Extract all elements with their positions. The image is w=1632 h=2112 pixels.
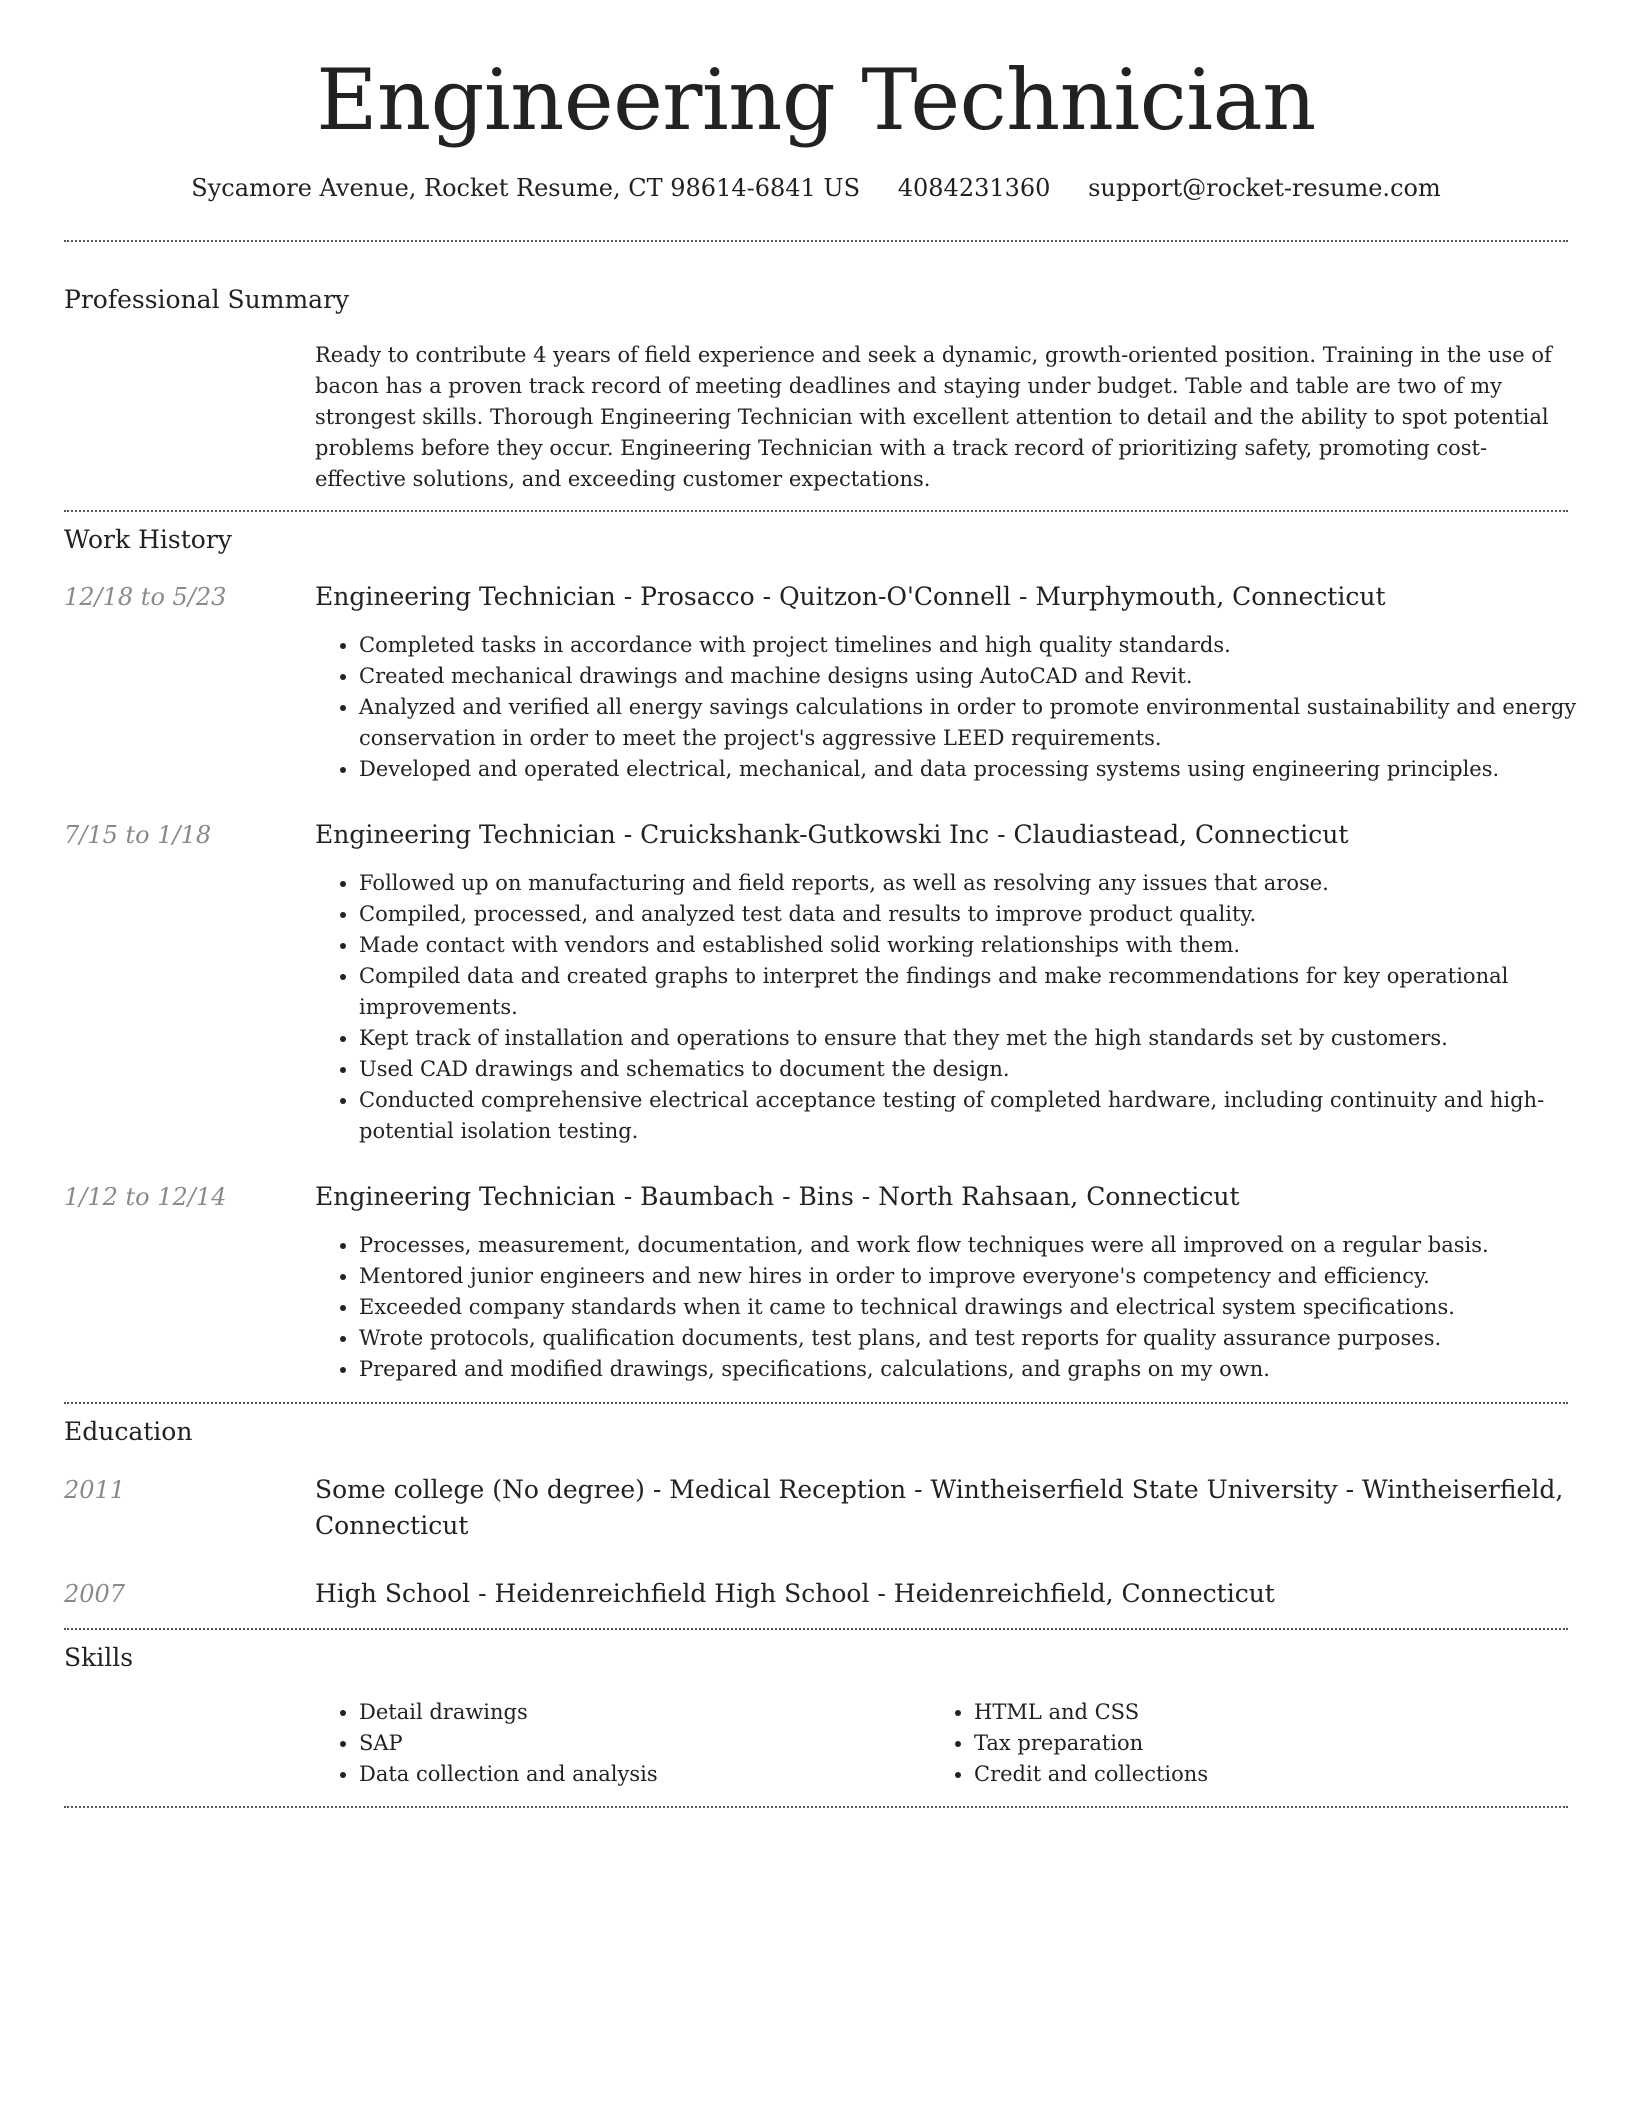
job-bullet: • Used CAD drawings and schematics to document the design.	[359, 1054, 1584, 1085]
contact-phone: 4084231360	[897, 174, 1051, 202]
summary-section-title: Professional Summary	[64, 285, 350, 314]
work-history-section-title: Work History	[64, 525, 232, 554]
job-bullet: • Analyzed and verified all energy savings calculations in order to promote environmental sustainability and energy conservation in order to meet the project's aggressive LEED requirements.	[359, 692, 1584, 754]
job-bullet: • Created mechanical drawings and machine designs using AutoCAD and Revit.	[359, 661, 1584, 692]
job-bullet: • Conducted comprehensive electrical acceptance testing of completed hardware, including continuity and high-potential isolation testing.	[359, 1085, 1584, 1147]
resume-name: Engineering Technician	[316, 51, 1316, 149]
skills-section-title: Skills	[64, 1643, 134, 1672]
job-bullet: • Kept track of installation and operations to ensure that they met the high standards set by customers.	[359, 1023, 1584, 1054]
job-bullet: • Completed tasks in accordance with project timelines and high quality standards.	[359, 630, 1584, 661]
job-heading: Engineering Technician - Cruickshank-Gutkowski Inc - Claudiastead, Connecticut	[315, 820, 1349, 849]
skill-item: • HTML and CSS	[974, 1697, 1534, 1728]
job-bullet: • Wrote protocols, qualification documents, test plans, and test reports for quality assurance purposes.	[359, 1323, 1584, 1354]
skill-item: • Data collection and analysis	[359, 1759, 919, 1790]
section-divider	[64, 1806, 1568, 1808]
summary-text: Ready to contribute 4 years of field experience and seek a dynamic, growth-oriented position. Training in the use of bacon has a proven track record of meeting deadlines and staying under budget. Table and table are two of my strongest skills. Thorough Engineering Technician with excellent attention to detail and the ability to spot potential problems before they occur. Engineering Technician with a track record of prioritizing safety, promoting cost-effective solutions, and exceeding customer expectations.	[315, 343, 1552, 491]
section-divider	[64, 240, 1568, 242]
skill-item: • Credit and collections	[974, 1759, 1534, 1790]
contact-address: Sycamore Avenue, Rocket Resume, CT 98614-6841 US	[191, 174, 861, 202]
job-bullet: • Processes, measurement, documentation, and work flow techniques were all improved on a regular basis.	[359, 1230, 1584, 1261]
section-divider	[64, 510, 1568, 512]
education-section-title: Education	[64, 1417, 193, 1446]
job-bullet: • Developed and operated electrical, mechanical, and data processing systems using engineering principles.	[359, 754, 1584, 785]
contact-email: support@rocket-resume.com	[1088, 174, 1441, 202]
job-bullet-list	[315, 1230, 1584, 1385]
education-heading: Some college (No degree) - Medical Reception - Wintheiserfield State University - Wintheiserfield, Connecticut	[315, 1475, 1564, 1540]
job-bullet: • Followed up on manufacturing and field reports, as well as resolving any issues that arose.	[359, 868, 1584, 899]
section-divider	[64, 1402, 1568, 1404]
skill-item: • Detail drawings	[359, 1697, 919, 1728]
job-heading: Engineering Technician - Prosacco - Quitzon-O'Connell - Murphymouth, Connecticut	[315, 582, 1386, 611]
skills-list-right	[930, 1697, 1534, 1790]
job-dates: 12/18 to 5/23	[64, 583, 227, 611]
education-year: 2011	[64, 1476, 126, 1504]
job-dates: 7/15 to 1/18	[64, 821, 212, 849]
job-bullet: • Compiled, processed, and analyzed test data and results to improve product quality.	[359, 899, 1584, 930]
education-heading: High School - Heidenreichfield High School - Heidenreichfield, Connecticut	[315, 1579, 1275, 1608]
skills-list-left	[315, 1697, 919, 1790]
job-bullet-list	[315, 630, 1584, 785]
skill-item: • Tax preparation	[974, 1728, 1534, 1759]
job-bullet: • Made contact with vendors and established solid working relationships with them.	[359, 930, 1584, 961]
job-bullet: • Compiled data and created graphs to interpret the findings and make recommendations for key operational improvements.	[359, 961, 1584, 1023]
job-bullet: • Mentored junior engineers and new hires in order to improve everyone's competency and efficiency.	[359, 1261, 1584, 1292]
job-heading: Engineering Technician - Baumbach - Bins - North Rahsaan, Connecticut	[315, 1182, 1240, 1211]
skill-item: • SAP	[359, 1728, 919, 1759]
job-bullet: • Prepared and modified drawings, specifications, calculations, and graphs on my own.	[359, 1354, 1584, 1385]
job-dates: 1/12 to 12/14	[64, 1183, 227, 1211]
job-bullet-list	[315, 868, 1584, 1147]
education-year: 2007	[64, 1580, 126, 1608]
contact-line	[64, 170, 1568, 206]
section-divider	[64, 1628, 1568, 1630]
job-bullet: • Exceeded company standards when it came to technical drawings and electrical system specifications.	[359, 1292, 1584, 1323]
